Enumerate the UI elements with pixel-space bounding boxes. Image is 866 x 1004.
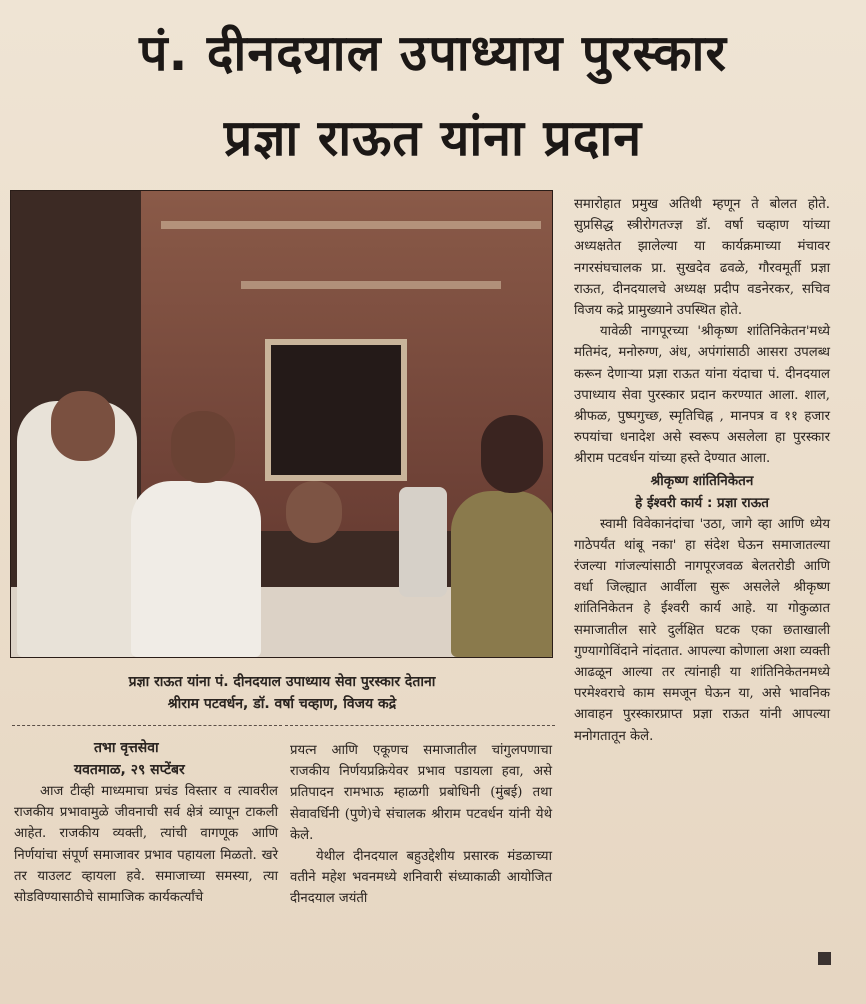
col1-paragraph: आज टीव्ही माध्यमाचा प्रचंड विस्तार व त्यावरील राजकीय प्रभावामुळे जीवनाची सर्व क्षेत्रं व्यापून टाकली आहेत. राजकीय व्यक्ती, त्यांची वागणूक आणि निर्णयांचा संपूर्ण समाजावर प्रभाव पहायला मिळतो. खरे तर याउलट व्हायला हवे. समाजाच्या समस्या, त्या सोडविण्यासाठीचे सामाजिक कार्यकर्त्यांचे [14, 784, 278, 906]
headline-line2: प्रज्ञा राऊत यांना प्रदान [223, 109, 643, 167]
news-source: तभा वृत्तसेवा [94, 740, 159, 756]
column-3 [574, 194, 830, 747]
subhead-2: हे ईश्वरी कार्य : प्रज्ञा राऊत [635, 494, 769, 511]
memento [399, 487, 447, 597]
headline-line1: पं. दीनदयाल उपाध्याय पुरस्कार [139, 24, 727, 82]
dateline: यवतमाळ, २९ सप्टेंबर [74, 762, 185, 778]
col3-paragraph-1: समारोहात प्रमुख अतिथी म्हणून ते बोलत होते. सुप्रसिद्ध स्त्रीरोगतज्ज्ञ डॉ. वर्षा चव्हाण यांच्या अध्यक्षतेत झालेल्या या कार्यक्रमाच्या मंचावर नगरसंघचालक प्रा. सुखदेव ढवळे, गौरवमूर्ती प्रज्ञा राऊत, दीनदयालचे अध्यक्ष प्रदीप वडनेरकर, सचिव विजय कद्रे प्रामुख्याने उपस्थित होते. [574, 197, 830, 319]
photo-caption-line2: श्रीराम पटवर्धन, डॉ. वर्षा चव्हाण, विजय कद्रे [167, 696, 397, 712]
column-2 [290, 740, 552, 910]
col2-paragraph-1: प्रयत्न आणि एकूणच समाजातील चांगुलपणाचा राजकीय निर्णयप्रक्रियेवर प्रभाव पडायला हवा, असे प्रतिपादन रामभाऊ म्हाळगी प्रबोधिनी (मुंबई) तथा सेवावर्धिनी (पुणे)चे संचालक श्रीराम पटवर्धन यांनी येथे केले. [290, 743, 552, 843]
col2-paragraph-2: येथील दीनदयाल बहुउद्देशीय प्रसारक मंडळाच्या वतीने महेश भवनमध्ये शनिवारी संध्याकाळी आयोजित दीनदयाल जयंती [290, 849, 552, 907]
person-presenter [131, 481, 261, 657]
col3-paragraph-2: यावेळी नागपूरच्या 'श्रीकृष्ण शांतिनिकेतन'मध्ये मतिमंद, मनोरुग्ण, अंध, अपंगांसाठी आसरा उपलब्ध करून देणाऱ्या प्रज्ञा राऊत यांना यंदाचा पं. दीनदयाल उपाध्याय सेवा पुरस्कार प्रदान करण्यात आला. शाल, श्रीफळ, पुष्पगुच्छ, स्मृतिचिह्न , मानपत्र व ११ हजार रुपयांचा धनादेश असे स्वरूप असलेला हा पुरस्कार श्रीराम पटवर्धन यांच्या हस्ते देण्यात आला. [574, 324, 830, 467]
caption-rule-left [12, 725, 282, 726]
caption-rule-right [285, 725, 555, 726]
column-1 [14, 737, 278, 908]
photo-caption-line1: प्रज्ञा राऊत यांना पं. दीनदयाल उपाध्याय सेवा पुरस्कार देताना [128, 674, 436, 690]
person-awardee [451, 491, 553, 657]
award-frame [265, 339, 407, 481]
end-mark [818, 952, 831, 965]
subhead-1: श्रीकृष्ण शांतिनिकेतन [650, 472, 754, 489]
news-photo [10, 190, 553, 658]
col3-paragraph-3: स्वामी विवेकानंदांचा 'उठा, जागे व्हा आणि ध्येय गाठेपर्यंत थांबू नका' हा संदेश घेऊन समाजातल्या रंजल्या गांजल्यांसाठी नागपूरजवळ बेलतरोडी आणि वर्धा जिल्ह्यात आर्वीला सुरू असलेले श्रीकृष्ण शांतिनिकेतन हे ईश्वरी कार्य आहे. या गोकुळात समाजातील सारे दुर्लक्षित घटक एका छताखाली गुण्यागोविंदाने नांदतात. आपल्या कोणाला अशा व्यक्ती आढळून आल्या तर त्यांनाही या शांतिनिकेतनमध्ये परमेश्वराचे काम समजून घेऊन या, असे भावनिक आवाहन पुरस्कारप्राप्त प्रज्ञा राऊत यांनी आपल्या मनोगतातून केले. [574, 516, 830, 744]
